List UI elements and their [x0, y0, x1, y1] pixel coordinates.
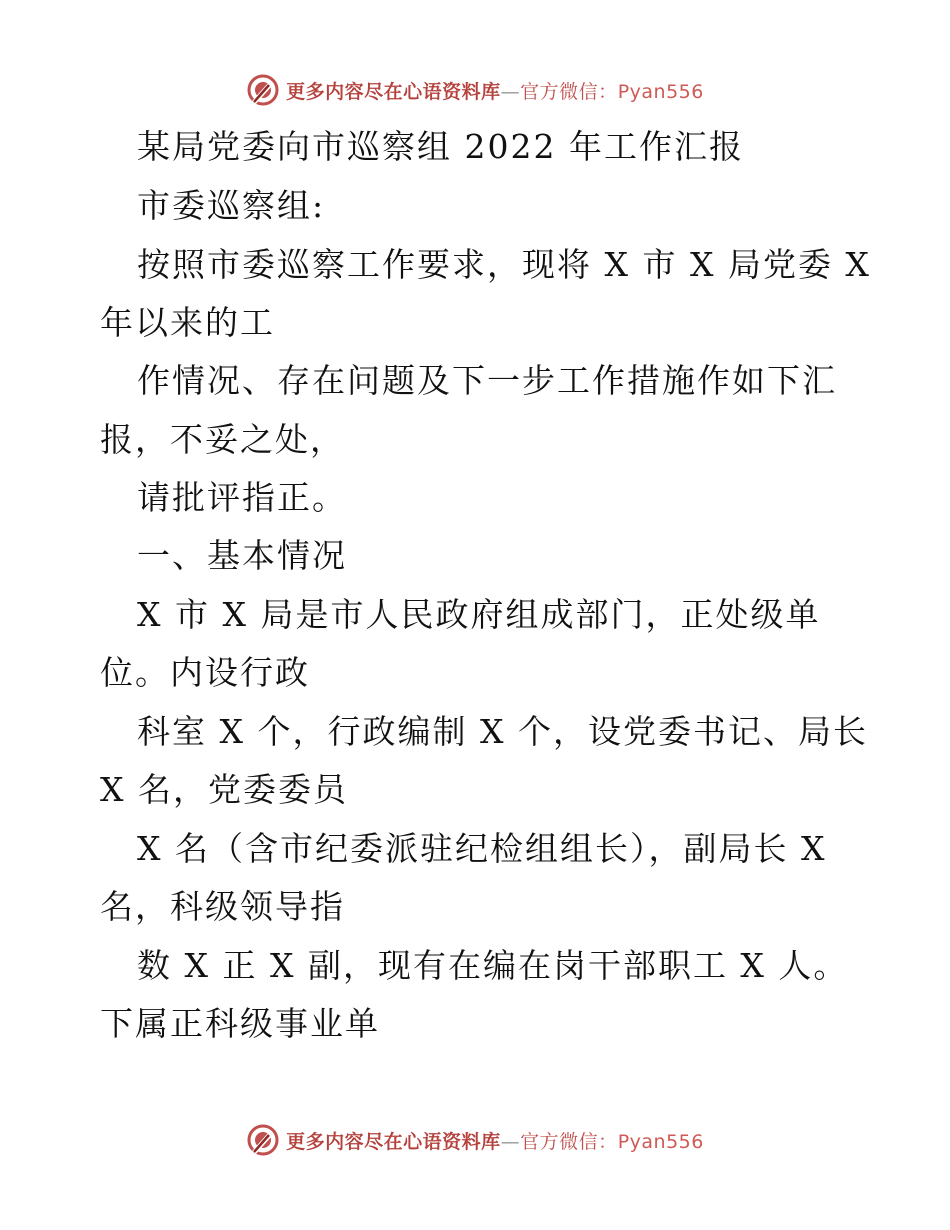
paragraph-line: 名，科级领导指 — [100, 887, 345, 926]
paragraph-line: 请批评指正。 — [137, 478, 347, 517]
document-title: 某局党委向市巡察组 2022 年工作汇报 — [137, 127, 744, 166]
paragraph-line: X 市 X 局是市人民政府组成部门，正处级单 — [137, 595, 821, 634]
watermark-banner-top — [0, 70, 950, 110]
paragraph-line: 科室 X 个，行政编制 X 个，设党委书记、局长 — [137, 712, 868, 751]
pen-logo-icon — [246, 73, 280, 107]
paragraph-line: 年以来的工 — [100, 303, 275, 342]
section-heading: 一、基本情况 — [137, 536, 347, 575]
paragraph-line: 报，不妥之处， — [100, 420, 345, 459]
paragraph-line: X 名，党委委员 — [100, 770, 348, 809]
paragraph-line: 位。内设行政 — [100, 653, 310, 692]
paragraph-line: 下属正科级事业单 — [100, 1004, 380, 1043]
paragraph-line: 作情况、存在问题及下一步工作措施作如下汇 — [137, 361, 837, 400]
paragraph-line: X 名（含市纪委派驻纪检组组长），副局长 X — [137, 829, 827, 868]
watermark-text: 更多内容尽在心语资料库—官方微信：Pyan556 — [286, 1130, 704, 1153]
paragraph-line: 按照市委巡察工作要求，现将 X 市 X 局党委 X — [137, 245, 871, 284]
watermark-banner-bottom — [0, 1120, 950, 1160]
salutation: 市委巡察组: — [137, 186, 326, 225]
paragraph-line: 数 X 正 X 副，现有在编在岗干部职工 X 人。 — [137, 946, 849, 985]
watermark-text: 更多内容尽在心语资料库—官方微信：Pyan556 — [286, 80, 704, 103]
pen-logo-icon — [246, 1123, 280, 1157]
